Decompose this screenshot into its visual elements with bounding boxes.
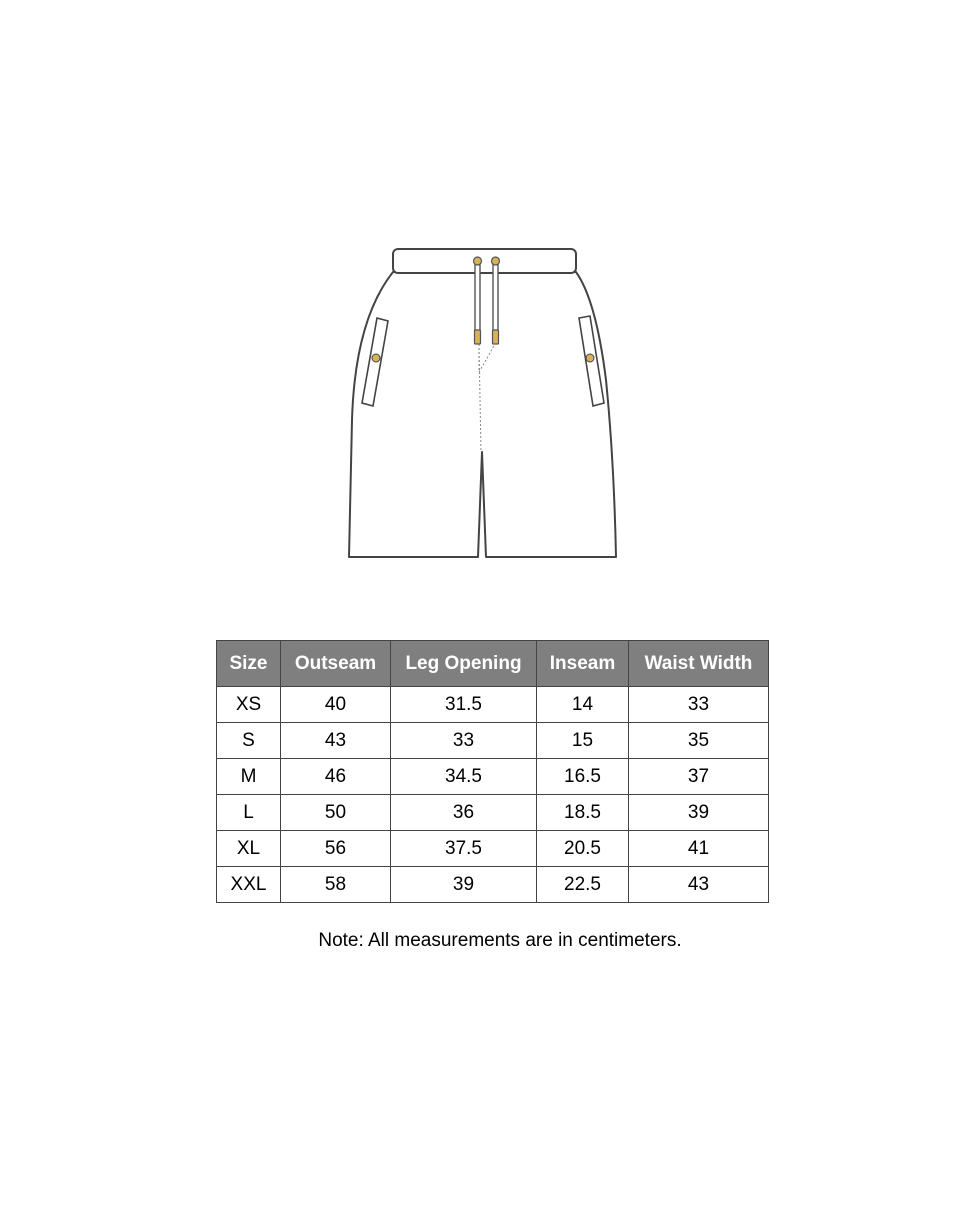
cell-inseam: 15 <box>537 723 629 759</box>
cell-size: XL <box>217 831 281 867</box>
cell-leg-opening: 34.5 <box>391 759 537 795</box>
right-aglet <box>493 330 499 344</box>
cell-waist-width: 35 <box>629 723 769 759</box>
cell-size: XS <box>217 687 281 723</box>
cell-leg-opening: 39 <box>391 867 537 903</box>
cell-size: M <box>217 759 281 795</box>
cell-outseam: 56 <box>281 831 391 867</box>
left-aglet <box>475 330 481 344</box>
right-eyelet <box>492 257 500 265</box>
right-drawstring <box>493 262 498 332</box>
cell-waist-width: 33 <box>629 687 769 723</box>
cell-waist-width: 41 <box>629 831 769 867</box>
cell-leg-opening: 31.5 <box>391 687 537 723</box>
header-outseam: Outseam <box>281 641 391 687</box>
cell-leg-opening: 33 <box>391 723 537 759</box>
cell-inseam: 16.5 <box>537 759 629 795</box>
shorts-body <box>349 272 616 557</box>
table-row <box>217 723 769 759</box>
cell-leg-opening: 36 <box>391 795 537 831</box>
cell-waist-width: 37 <box>629 759 769 795</box>
cell-leg-opening: 37.5 <box>391 831 537 867</box>
cell-inseam: 14 <box>537 687 629 723</box>
cell-size: XXL <box>217 867 281 903</box>
header-size: Size <box>217 641 281 687</box>
cell-outseam: 40 <box>281 687 391 723</box>
header-inseam: Inseam <box>537 641 629 687</box>
table-header-row <box>217 641 769 687</box>
cell-outseam: 43 <box>281 723 391 759</box>
cell-inseam: 22.5 <box>537 867 629 903</box>
table-row <box>217 867 769 903</box>
cell-outseam: 58 <box>281 867 391 903</box>
cell-waist-width: 39 <box>629 795 769 831</box>
cell-inseam: 18.5 <box>537 795 629 831</box>
header-leg-opening: Leg Opening <box>391 641 537 687</box>
header-waist-width: Waist Width <box>629 641 769 687</box>
cell-outseam: 46 <box>281 759 391 795</box>
left-drawstring <box>475 262 480 332</box>
waistband <box>393 249 576 273</box>
left-pocket-rivet <box>372 354 380 362</box>
size-chart-table <box>216 640 769 903</box>
table-row <box>217 759 769 795</box>
shorts-icon <box>340 240 625 565</box>
cell-inseam: 20.5 <box>537 831 629 867</box>
table-row <box>217 831 769 867</box>
table-row <box>217 687 769 723</box>
table-row <box>217 795 769 831</box>
cell-waist-width: 43 <box>629 867 769 903</box>
measurement-note: Note: All measurements are in centimeters. <box>318 930 682 951</box>
right-pocket-rivet <box>586 354 594 362</box>
cell-outseam: 50 <box>281 795 391 831</box>
cell-size: L <box>217 795 281 831</box>
cell-size: S <box>217 723 281 759</box>
left-eyelet <box>474 257 482 265</box>
